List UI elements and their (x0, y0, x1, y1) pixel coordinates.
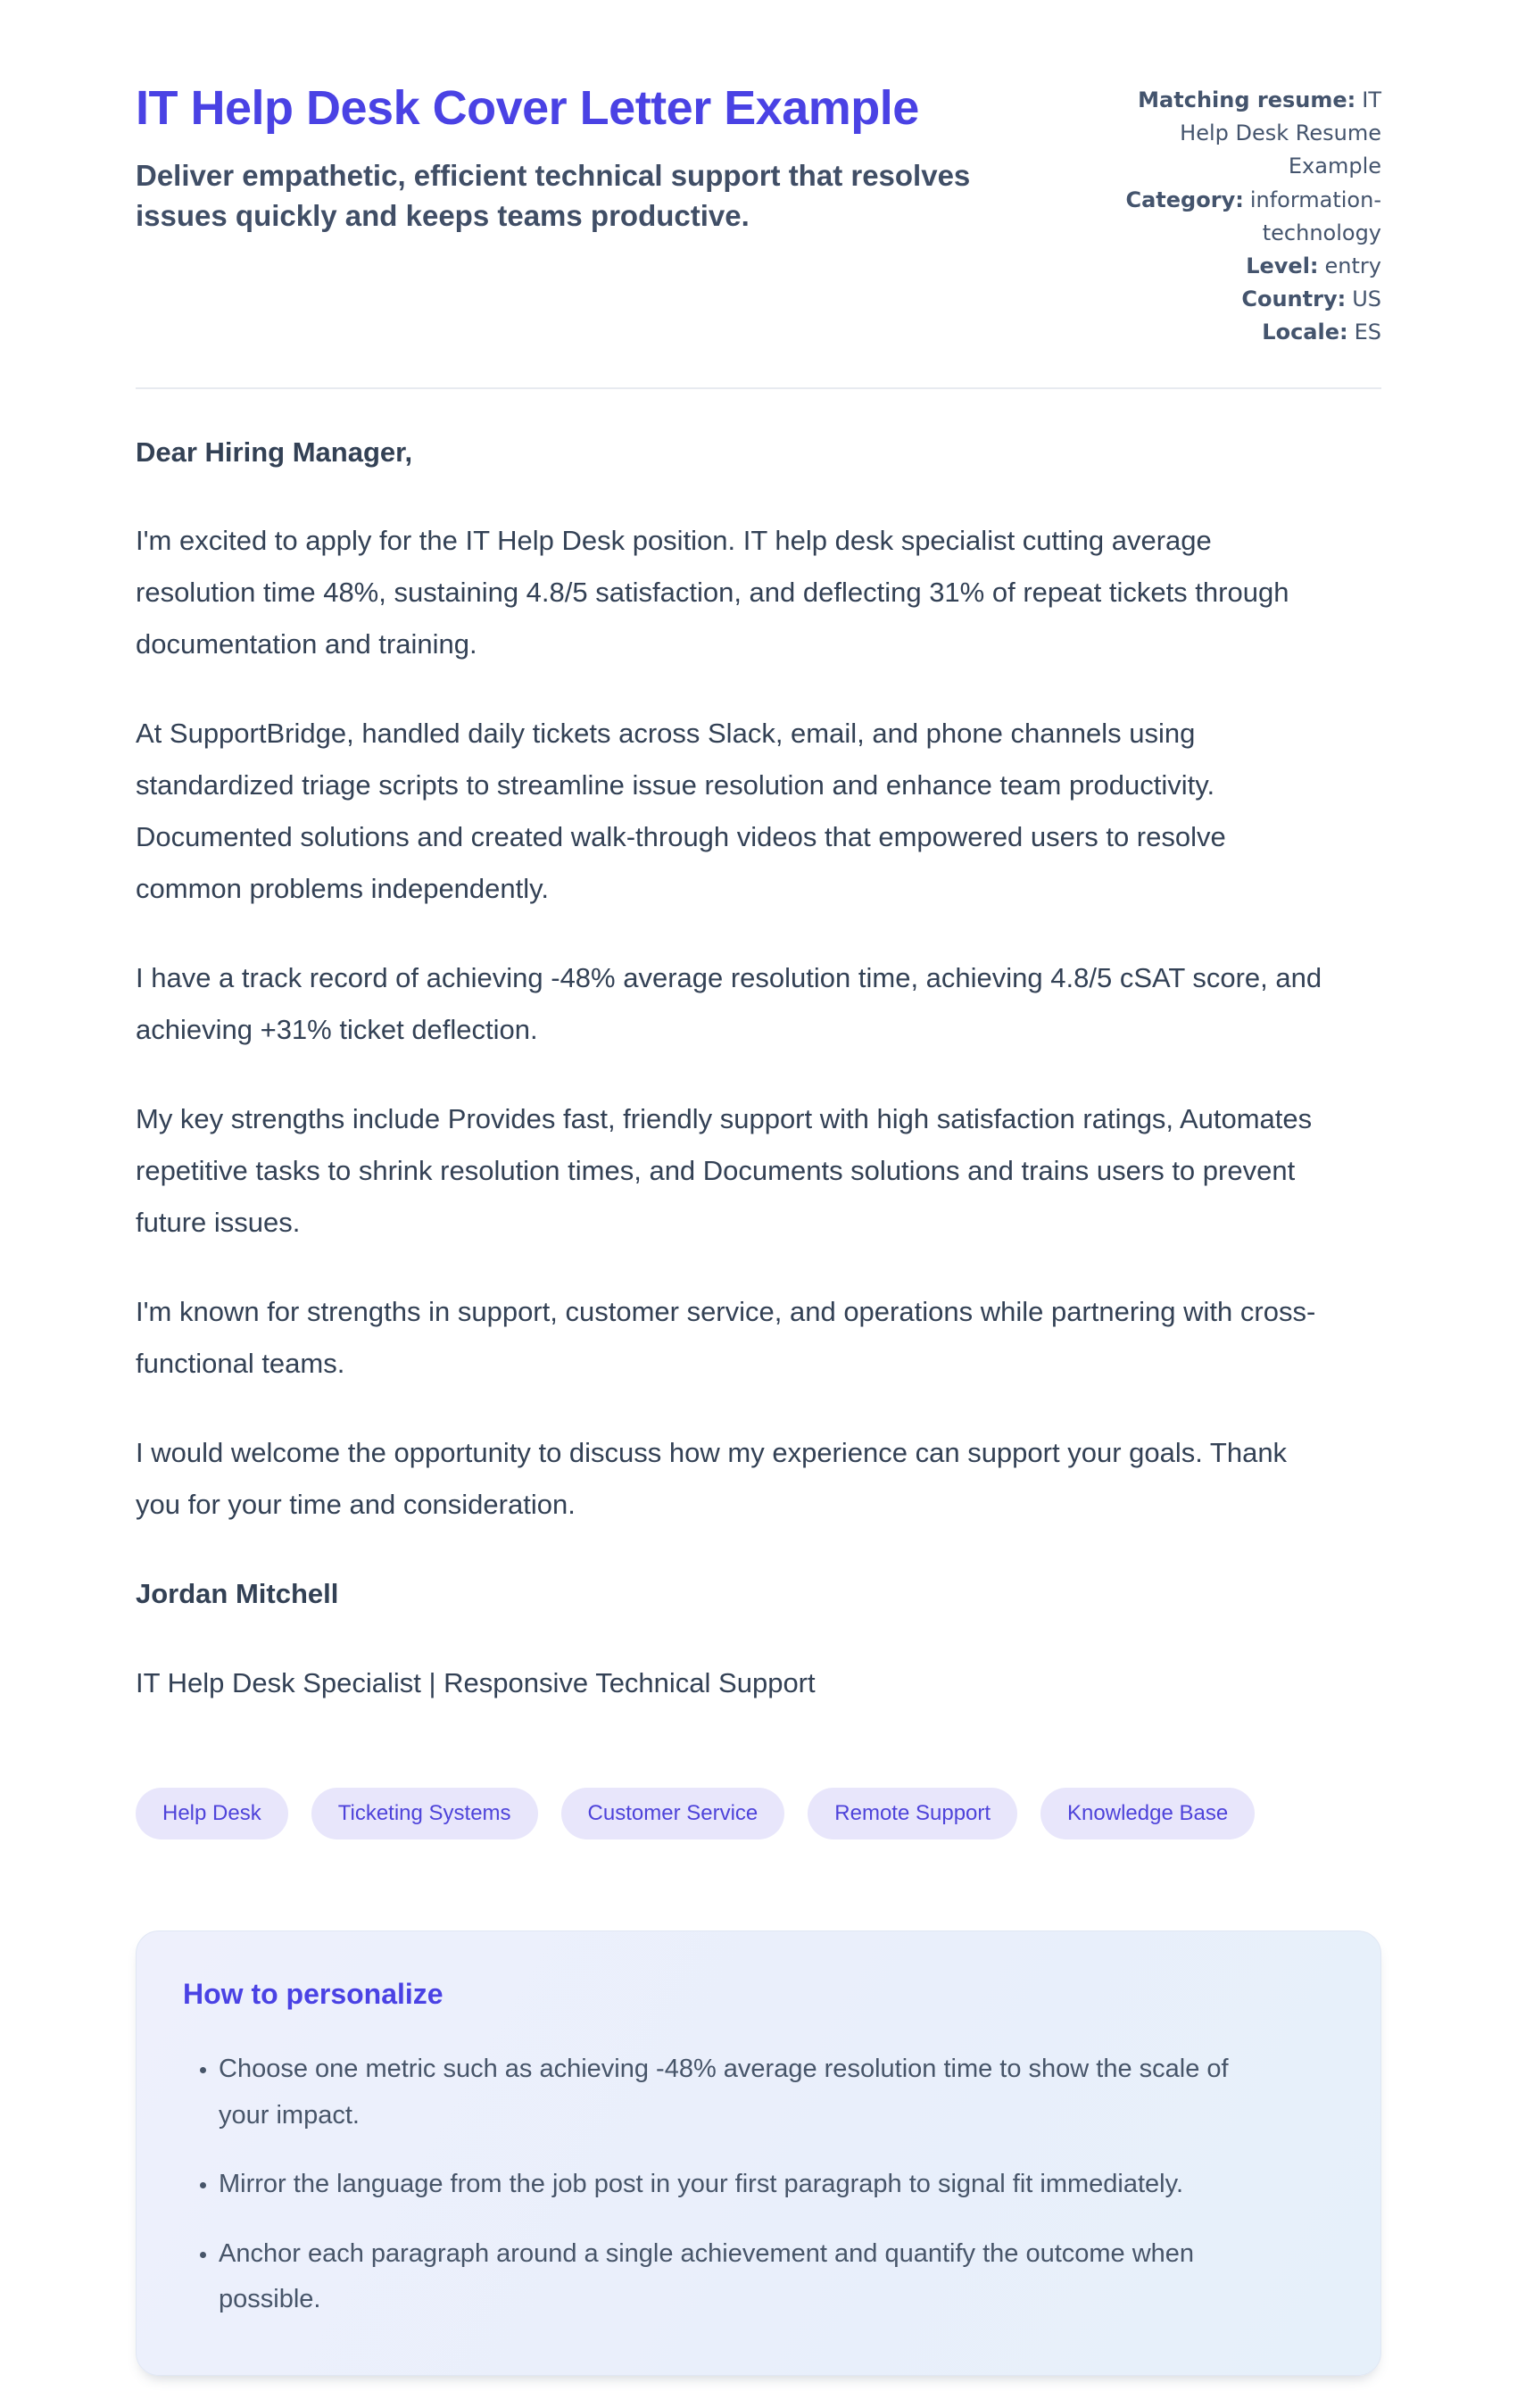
header-title-block (136, 77, 1010, 237)
tip-item: • Anchor each paragraph around a single achievement and quantify the outcome when possible. (219, 2231, 1245, 2323)
meta-row-category (1082, 184, 1381, 250)
meta-label: Matching resume: (1138, 87, 1356, 112)
meta-row-matching-resume (1082, 84, 1381, 184)
how-to-personalize-box (136, 1931, 1381, 2376)
letter-paragraph: I have a track record of achieving -48% average resolution time, achieving 4.8/5 cSAT score, and achieving +31% ticket deflection. (136, 962, 1322, 1046)
tip-item: • Choose one metric such as achieving -48% average resolution time to show the scale of your impact. (219, 2047, 1245, 2138)
tips-heading: How to personalize (183, 1977, 443, 2010)
header (136, 77, 1381, 350)
letter-paragraph: I'm known for strengths in support, customer service, and operations while partnering with cross-functional teams. (136, 1296, 1316, 1380)
tag-pill-knowledge-base[interactable]: Knowledge Base (1040, 1788, 1255, 1839)
meta-label: Country: (1241, 286, 1347, 312)
meta-value: US (1352, 286, 1381, 312)
signature-role: IT Help Desk Specialist | Responsive Technical Support (136, 1666, 816, 1698)
tag-pill-customer-service[interactable]: Customer Service (561, 1788, 785, 1839)
meta-row-country (1082, 283, 1381, 316)
page-title: IT Help Desk Cover Letter Example (136, 81, 919, 135)
letter-greeting: Dear Hiring Manager, (136, 436, 413, 468)
tag-list (136, 1788, 1381, 1839)
letter-paragraph: I would welcome the opportunity to discuss how my experience can support your goals. Thank you for your time and consideration. (136, 1437, 1288, 1520)
meta-value: information-technology (1249, 187, 1381, 245)
letter-paragraph: My key strengths include Provides fast, friendly support with high satisfaction ratings, Automates repetitive tasks to shrink resolution times, and Documents solutions and trains users to prevent future issues. (136, 1103, 1313, 1239)
tips-list (183, 2047, 1245, 2323)
signature-name: Jordan Mitchell (136, 1577, 339, 1609)
header-divider (136, 387, 1381, 389)
cover-letter-body (136, 427, 1381, 1709)
tag-pill-ticketing-systems[interactable]: Ticketing Systems (311, 1788, 538, 1839)
meta-row-level (1082, 250, 1381, 283)
letter-paragraph: I'm excited to apply for the IT Help Desk position. IT help desk specialist cutting average resolution time 48%, sustaining 4.8/5 satisfaction, and deflecting 31% of repeat tickets through documentation and training. (136, 525, 1289, 660)
tip-item: • Mirror the language from the job post in your first paragraph to signal fit immediately. (219, 2162, 1245, 2208)
meta-value: entry (1324, 253, 1381, 278)
tag-pill-help-desk[interactable]: Help Desk (136, 1788, 288, 1839)
page-subtitle: Deliver empathetic, efficient technical support that resolves issues quickly and keeps teams productive. (136, 159, 971, 233)
letter-paragraph: At SupportBridge, handled daily tickets across Slack, email, and phone channels using standardized triage scripts to streamline issue resolution and enhance team productivity. Documented solutions and created walk-through videos that empowered users to resolve common problems independently. (136, 718, 1226, 905)
meta-row-locale (1082, 316, 1381, 349)
meta-label: Locale: (1262, 320, 1348, 345)
meta-value: ES (1354, 320, 1381, 345)
meta-label: Category: (1125, 187, 1244, 212)
meta-value: IT Help Desk Resume Example (1180, 87, 1381, 179)
meta-panel (1082, 77, 1381, 350)
tag-pill-remote-support[interactable]: Remote Support (808, 1788, 1017, 1839)
meta-label: Level: (1246, 253, 1319, 278)
